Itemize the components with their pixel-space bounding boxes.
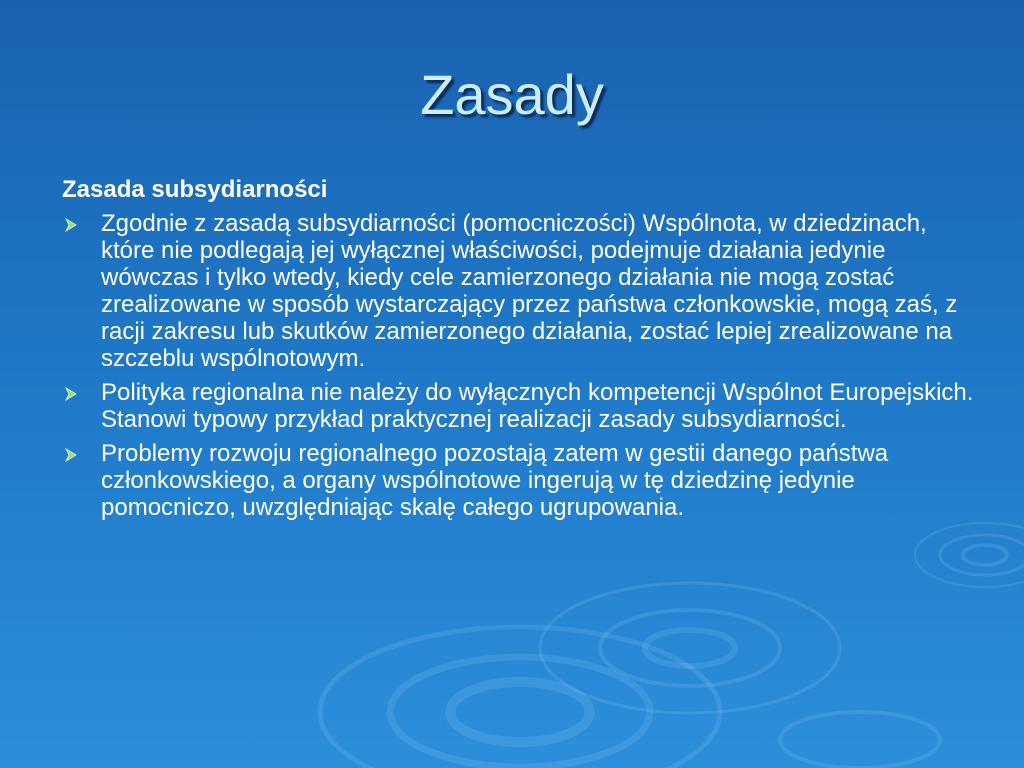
arrow-bullet-icon xyxy=(64,218,78,232)
bullet-text: Polityka regionalna nie należy do wyłącznych kompetencji Wspólnot Europejskich. Stanowi typowy przykład praktycznej realizacji zasady subsydiarności. xyxy=(101,379,974,433)
slide-title: Zasady xyxy=(420,63,604,126)
arrow-bullet-icon xyxy=(64,387,78,401)
section-heading: Zasada subsydiarności xyxy=(62,176,328,203)
bullet-item xyxy=(62,440,982,521)
bullet-text: Zgodnie z zasadą subsydiarności (pomocniczości) Wspólnota, w dziedzinach, które nie podlegają jej wyłącznej właściwości, podejmuje działania jedynie wówczas i tylko wtedy, kiedy cele zamierzonego działania nie mogą zostać zrealizowane w sposób wystarczający przez państwa członkowskie, mogą zaś, z racji zakresu lub skutków zamierzonego działania, zostać lepiej zrealizowane na szczeblu wspólnotowym. xyxy=(101,210,958,372)
bullet-text: Problemy rozwoju regionalnego pozostają zatem w gestii danego państwa członkowskiego, a organy wspólnotowe ingerują w tę dziedzinę jedynie pomocniczo, uwzględniając skalę całego ugrupowania. xyxy=(101,440,889,521)
bullet-list xyxy=(62,210,982,521)
arrow-bullet-icon xyxy=(64,448,78,462)
bullet-item xyxy=(62,210,982,372)
slide-content xyxy=(62,176,982,528)
bullet-item xyxy=(62,379,982,433)
